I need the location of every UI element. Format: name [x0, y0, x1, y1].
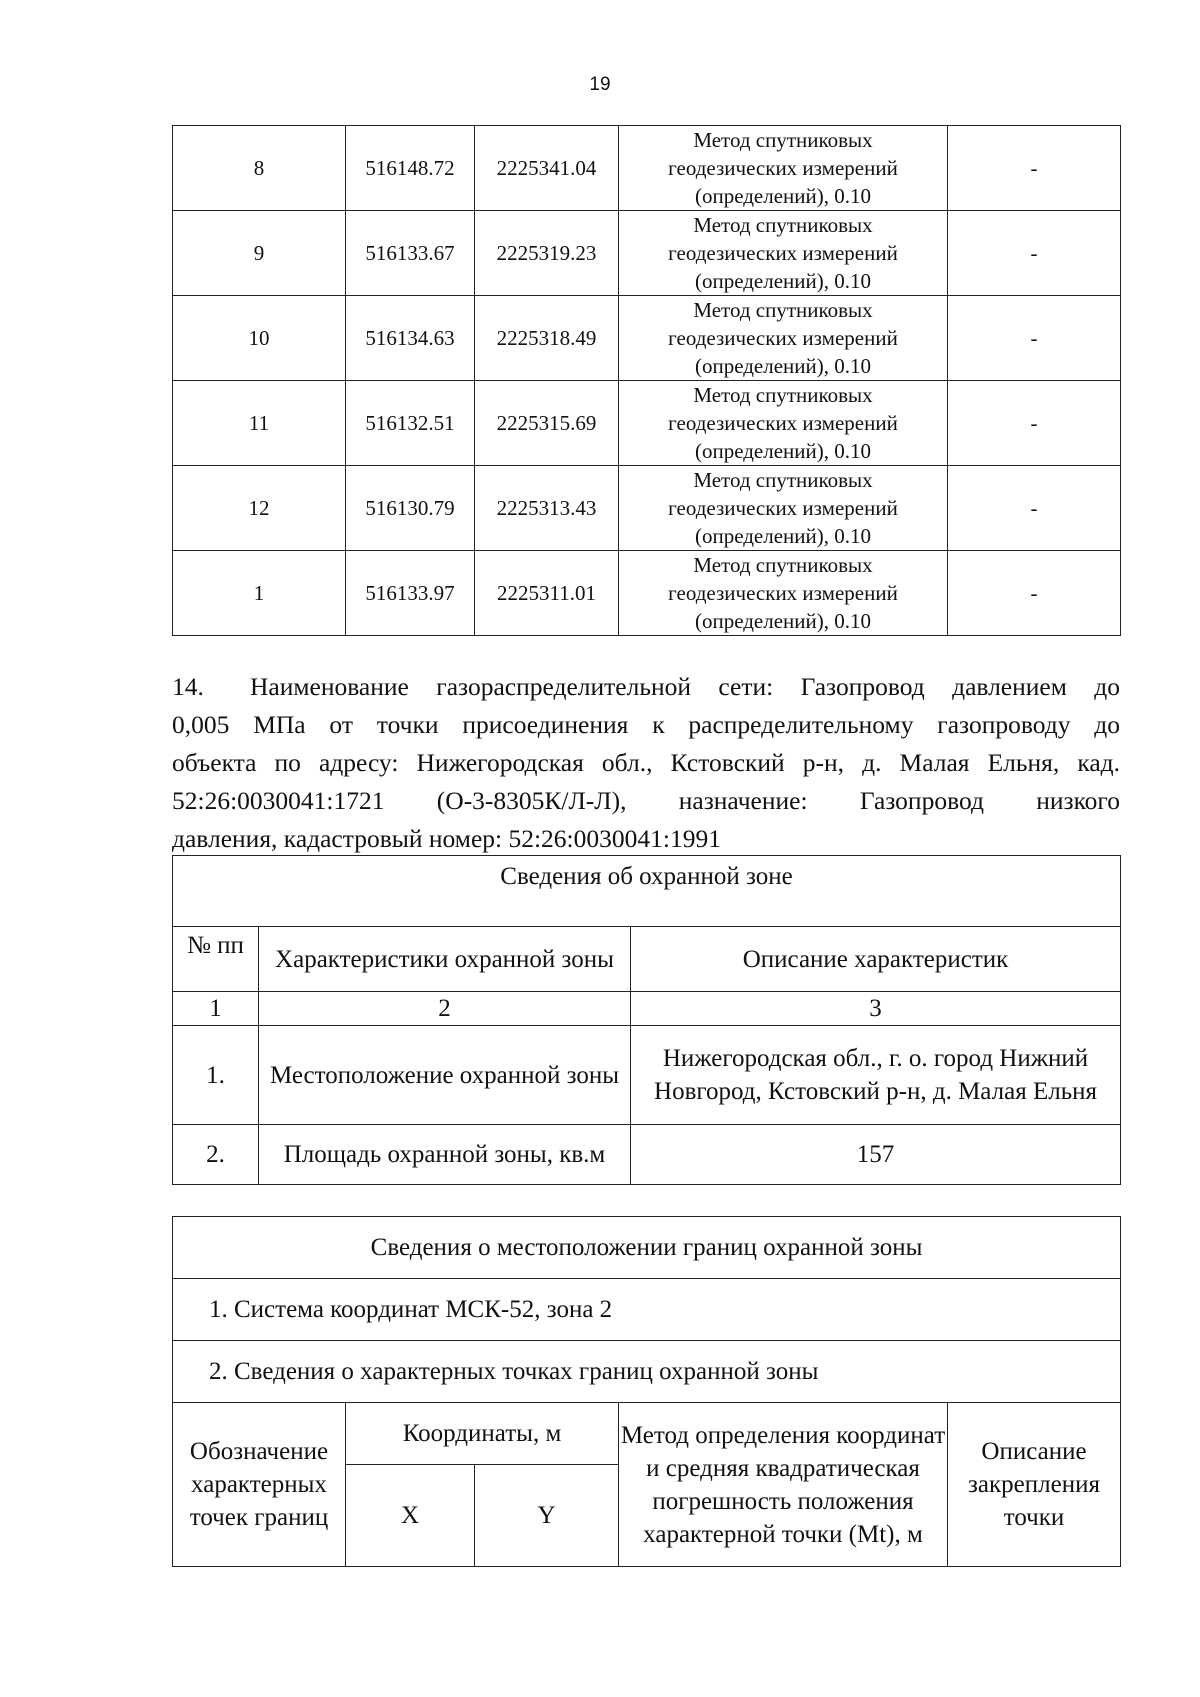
zone-info-table [172, 855, 1121, 1185]
point-id-cell: 8 [173, 126, 346, 211]
table-row [173, 466, 1121, 551]
desc-cell: - [948, 211, 1121, 296]
method-line: (определений), 0.10 [694, 609, 872, 633]
x-cell: 516132.51 [346, 381, 475, 466]
point-id-cell: 9 [173, 211, 346, 296]
section-14-paragraph [172, 668, 1120, 858]
paragraph-line: объекта по адресу: Нижегородская обл., Кстовский р-н, д. Малая Ельня, кад. [172, 748, 1120, 777]
y-cell: 2225318.49 [475, 296, 619, 381]
point-id-cell: 12 [173, 466, 346, 551]
desc-cell: - [948, 466, 1121, 551]
row-name: Площадь охранной зоны, кв.м [259, 1125, 631, 1185]
index-cell: 2 [259, 992, 631, 1026]
method-line: геодезических измерений [668, 241, 898, 265]
method-cell [619, 551, 948, 636]
method-line: (определений), 0.10 [694, 439, 872, 463]
y-cell: 2225313.43 [475, 466, 619, 551]
method-cell [619, 296, 948, 381]
paragraph-line: давления, кадастровый номер: 52:26:0030041:1991 [172, 824, 721, 853]
col-y-header: Y [475, 1465, 619, 1567]
col-x-header: X [346, 1465, 475, 1567]
header-description: Описание характеристик [631, 927, 1121, 992]
row-name: Местоположение охранной зоны [259, 1026, 631, 1125]
method-line: Метод спутниковых [693, 468, 873, 492]
method-cell [619, 211, 948, 296]
desc-cell: - [948, 296, 1121, 381]
col-desc-header: Описание закрепления точки [948, 1403, 1121, 1567]
col-method-header: Метод определения координат и средняя квадратическая погрешность положения характерной точки (Mt), м [619, 1403, 948, 1567]
bounds-table [172, 1216, 1121, 1567]
point-id-cell: 1 [173, 551, 346, 636]
coordinate-system-line: 1. Система координат МСК-52, зона 2 [173, 1279, 1121, 1341]
x-cell: 516133.97 [346, 551, 475, 636]
table-row [173, 296, 1121, 381]
col-coords-header: Координаты, м [346, 1403, 619, 1465]
method-line: (определений), 0.10 [694, 524, 872, 548]
bounds-table-title: Сведения о местоположении границ охранной зоны [173, 1217, 1121, 1279]
method-line: Метод спутниковых [693, 383, 873, 407]
paragraph-line: 14. Наименование газораспределительной сети: Газопровод давлением до [172, 668, 1120, 706]
zone-table-title: Сведения об охранной зоне [173, 856, 1121, 927]
y-cell: 2225315.69 [475, 381, 619, 466]
x-cell: 516148.72 [346, 126, 475, 211]
table-row [173, 551, 1121, 636]
index-cell: 1 [173, 992, 259, 1026]
col-point-header: Обозначение характерных точек границ [173, 1403, 346, 1567]
method-cell [619, 466, 948, 551]
header-num: № пп [173, 927, 259, 992]
row-value: Нижегородская обл., г. о. город Нижний Новгород, Кстовский р-н, д. Малая Ельня [631, 1026, 1121, 1125]
index-cell: 3 [631, 992, 1121, 1026]
paragraph-line: 52:26:0030041:1721 (О-3-8305К/Л-Л), назначение: Газопровод низкого [172, 786, 1120, 815]
method-line: Метод спутниковых [693, 553, 873, 577]
section-number: 14. [172, 672, 204, 701]
paragraph-line: 0,005 МПа от точки присоединения к распределительному газопроводу до [172, 710, 1120, 739]
row-num: 2. [173, 1125, 259, 1185]
points-table [172, 125, 1121, 636]
method-line: (определений), 0.10 [694, 184, 872, 208]
row-num: 1. [173, 1026, 259, 1125]
desc-cell: - [948, 551, 1121, 636]
table-row [173, 211, 1121, 296]
method-line: (определений), 0.10 [694, 269, 872, 293]
table-row [173, 381, 1121, 466]
page-number: 19 [589, 74, 611, 95]
method-line: геодезических измерений [668, 411, 898, 435]
y-cell: 2225341.04 [475, 126, 619, 211]
header-characteristics: Характеристики охранной зоны [259, 927, 631, 992]
x-cell: 516133.67 [346, 211, 475, 296]
row-value: 157 [631, 1125, 1121, 1185]
point-id-cell: 11 [173, 381, 346, 466]
desc-cell: - [948, 126, 1121, 211]
method-cell [619, 381, 948, 466]
method-line: геодезических измерений [668, 496, 898, 520]
method-line: Метод спутниковых [693, 298, 873, 322]
method-cell [619, 126, 948, 211]
point-id-cell: 10 [173, 296, 346, 381]
x-cell: 516134.63 [346, 296, 475, 381]
y-cell: 2225311.01 [475, 551, 619, 636]
x-cell: 516130.79 [346, 466, 475, 551]
method-line: (определений), 0.10 [694, 354, 872, 378]
method-line: геодезических измерений [668, 156, 898, 180]
method-line: геодезических измерений [668, 326, 898, 350]
points-info-line: 2. Сведения о характерных точках границ охранной зоны [173, 1341, 1121, 1403]
table-row [173, 126, 1121, 211]
method-line: Метод спутниковых [693, 128, 873, 152]
method-line: геодезических измерений [668, 581, 898, 605]
method-line: Метод спутниковых [693, 213, 873, 237]
y-cell: 2225319.23 [475, 211, 619, 296]
desc-cell: - [948, 381, 1121, 466]
